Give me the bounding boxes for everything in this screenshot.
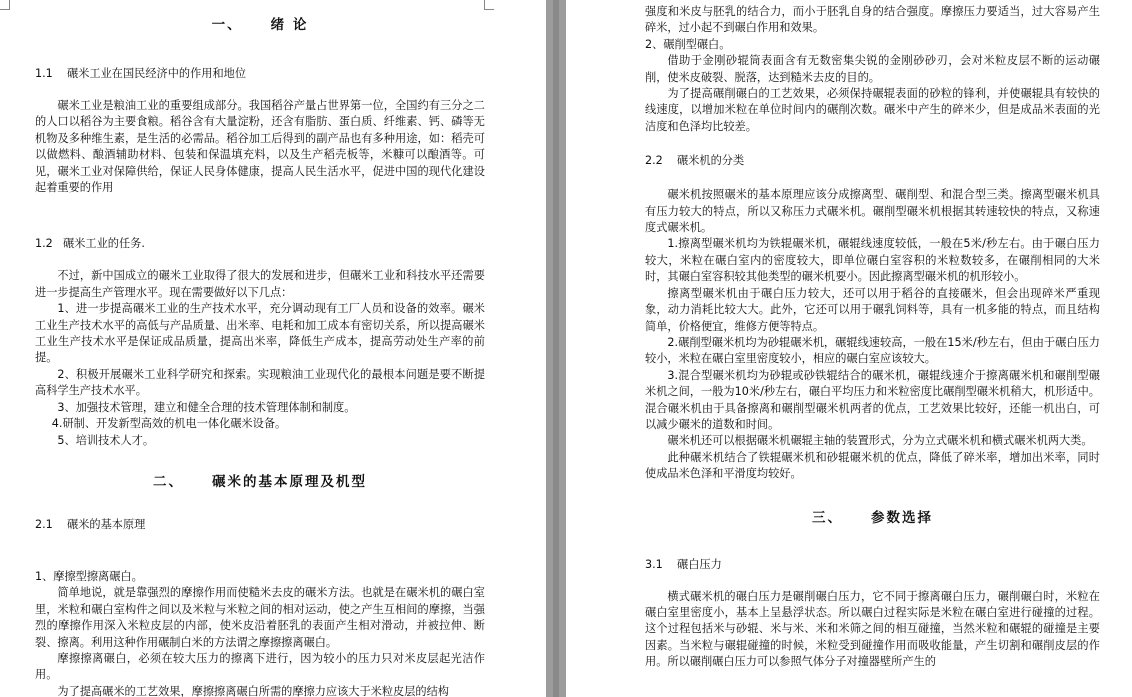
page-right-content bbox=[645, 0, 1100, 671]
paragraph: 碾米机还可以根据碾米机碾辊主轴的装置形式，分为立式碾米机和横式碾米机两大类。 bbox=[667, 434, 1093, 448]
subheading: 1、摩擦型擦离碾白。 bbox=[35, 569, 143, 583]
page-corner-mark bbox=[484, 0, 494, 10]
chapter-number: 三、 bbox=[812, 509, 843, 526]
list-item: 3、加强技术管理，建立和健全合理的技术管理体制和制度。 bbox=[57, 400, 356, 414]
section-title: 碾米机的分类 bbox=[677, 154, 745, 168]
section-title: 碾白压力 bbox=[677, 557, 722, 571]
paragraph: 不过，新中国成立的碾米工业取得了很大的发展和进步，但碾米工业和科技水平还需要进一步提高生产管理水平。现在需要做好以下几点： bbox=[35, 269, 485, 299]
chapter-number: 一、 bbox=[211, 17, 243, 33]
chapter-3-heading bbox=[645, 507, 1100, 529]
paragraph: 2.碾削型碾米机均为砂辊碾米机，碾辊线速较高，一般在15米/秒左右，但由于碾白压力较小，米粒在碾白室里密度较小，相应的碾白室应该较大。 bbox=[645, 335, 1100, 366]
paragraph: 为了提高碾削碾白的工艺效果，必须保持碾辊表面的砂粒的锋利，并使碾辊具有较快的线速度，以增加米粒在单位时间内的碾削次数。碾米中产生的碎米少，但是成品米表面的光洁度和色泽均比较差。 bbox=[645, 87, 1100, 133]
section-2-2-heading bbox=[645, 153, 1100, 169]
paragraph: 此种碾米机结合了铁辊碾米机和砂辊碾米机的优点，降低了碎米率，增加出米率，同时使成品米色泽和平滑度均较好。 bbox=[645, 450, 1100, 481]
section-3-1-heading bbox=[645, 557, 1100, 573]
chapter-title: 参数选择 bbox=[871, 509, 933, 526]
chapter-title: 绪 论 bbox=[270, 17, 309, 33]
paragraph: 3.混合型碾米机均为砂辊或砂铁辊结合的碾米机，碾辊线速介于擦离碾米机和碾削型碾米机之间，一般为10米/秒左右，碾白平均压力和米粒密度比碾削型碾米机稍大，机形适中。混合碾米机由于具备擦离和碾削型碾米机两者的优点，工艺效果比较好，还能一机出白，可以减少碾米的道数和时间。 bbox=[645, 368, 1100, 431]
paragraph: 横式碾米机的碾白压力是碾削碾白压力，它不同于擦离碾白压力，碾削碾白时，米粒在碾白室里密度小，基本上呈悬浮状态。所以碾白过程实际是米粒在碾白室进行碰撞的过程。这个过程包括米与砂辊、米与米、米和米筛之间的相互碰撞，当然米粒和碾辊的碰撞是主要因素。当米粒与碾辊碰撞的时候，米粒受到碰撞作用而吸收能量，产生切割和碾削皮层的作用。所以碾削碾白压力可以参照气体分子对撞器壁所产生的 bbox=[645, 589, 1100, 669]
chapter-number: 二、 bbox=[153, 473, 184, 490]
paragraph: 碾米机按照碾米的基本原理应该分成擦离型、碾削型、和混合型三类。擦离型碾米机具有压力较大的特点，所以又称压力式碾米机。碾削型碾米机根据其转速较快的特点，又称速度式碾米机。 bbox=[645, 188, 1100, 235]
paragraph: 1.擦离型碾米机均为铁辊碾米机，碾辊线速度较低，一般在5米/秒左右。由于碾白压力较大，米粒在碾白室内的密度较大，即单位碾白室容积的米粒数较多，在碾削相同的大米时，其碾白室容积较其他类型的碾米机要小。因此擦离型碾米机的机形较小。 bbox=[645, 237, 1100, 284]
section-number: 1.1 bbox=[35, 67, 53, 80]
paragraph: 擦离型碾米机由于碾白压力较大，还可以用于稻谷的直接碾米，但会出现碎米严重现象，动力消耗比较大大。此外，它还可以用于碾乳饲料等，具有一机多能的特点，而且结构简单，价格便宜，维修方便等特点。 bbox=[645, 286, 1100, 333]
list-item: 1、进一步提高碾米工业的生产技术水平，充分调动现有工厂人员和设备的效率。碾米工业生产技术水平的高低与产品质量、出米率、电耗和加工成本有密切关系，所以提高碾米工业生产技术水平是保证成品质量，提高出米率，降低生产成本，提高劳动处生产率的前提。 bbox=[35, 302, 485, 365]
chapter-1-heading bbox=[35, 14, 485, 36]
paragraph: 碾米工业是粮油工业的重要组成部分。我国稻谷产量占世界第一位，全国约有三分之二的人口以稻谷为主要食粮。稻谷含有大量淀粉，还含有脂肪、蛋白质、纤维素、钙、磷等无机物及多种维生素，是生活的必需品。稻谷加工后得到的副产品也有多种用途，如：稻壳可以做燃料、酿酒辅助材料、包装和保温填充料，以及生产稻壳板等，米糠可以酿酒等。可见，碾米工业对保障供给，保证人民身体健康，提高人民生活水平，促进中国的现代化建设起着重要的作用 bbox=[35, 99, 485, 195]
chapter-title: 碾米的基本原理及机型 bbox=[212, 473, 367, 490]
section-number: 3.1 bbox=[645, 557, 663, 571]
list-item: 5、培训技术人才。 bbox=[57, 433, 155, 447]
section-title: 碾米工业在国民经济中的作用和地位 bbox=[67, 67, 247, 80]
section-1-1-heading bbox=[35, 66, 485, 82]
section-2-1-heading bbox=[35, 517, 485, 533]
page-left-content bbox=[35, 0, 485, 697]
section-number: 2.2 bbox=[645, 154, 663, 168]
page-right bbox=[566, 0, 1132, 697]
list-item: 2、积极开展碾米工业科学研究和探索。实现粮油工业现代化的最根本问题是要不断提高科学生产技术水平。 bbox=[35, 367, 485, 398]
section-1-2-heading bbox=[35, 236, 485, 252]
section-number: 1.2 bbox=[35, 237, 53, 251]
section-title: 碾米工业的任务. bbox=[63, 237, 145, 251]
page-left bbox=[0, 0, 546, 697]
paragraph: 摩擦擦离碾白，必须在较大压力的擦离下进行，因为较小的压力只对米皮层起光洁作用。 bbox=[35, 651, 485, 682]
chapter-2-heading bbox=[35, 471, 485, 493]
page-corner-mark bbox=[0, 0, 10, 10]
section-number: 2.1 bbox=[35, 517, 53, 531]
list-item: 4.研制、开发新型高效的机电一体化碾米设备。 bbox=[51, 417, 287, 431]
paragraph: 为了提高碾米的工艺效果，摩擦擦离碾白所需的摩擦力应该大于米粒皮层的结构 bbox=[57, 684, 449, 697]
paragraph: 简单地说，就是靠强烈的摩擦作用而使糙米去皮的碾米方法。也就是在碾米机的碾白室里，米粒和碾白室构件之间以及米粒与米粒之间的相对运动，使之产生互相间的摩擦，当强烈的摩擦作用深入米粒皮层的内部，使米皮沿着胚乳的表面产生相对滑动，并被拉伸、断裂、擦离。利用这种作用碾制白米的方法谓之摩擦擦离碾白。 bbox=[35, 586, 485, 649]
subheading: 2、碾削型碾白。 bbox=[645, 37, 731, 51]
section-title: 碾米的基本原理 bbox=[67, 517, 146, 531]
paragraph: 强度和米皮与胚乳的结合力，而小于胚乳自身的结合强度。摩擦压力要适当，过大容易产生碎米，过小起不到碾白作用和效果。 bbox=[645, 5, 1100, 35]
paragraph: 借助于金刚砂辊筒表面含有无数密集尖锐的金刚砂砂刃，会对米粒皮层不断的运动碾削，使米皮破裂、脱落，达到糙米去皮的目的。 bbox=[645, 54, 1100, 84]
page-separator bbox=[553, 0, 559, 697]
